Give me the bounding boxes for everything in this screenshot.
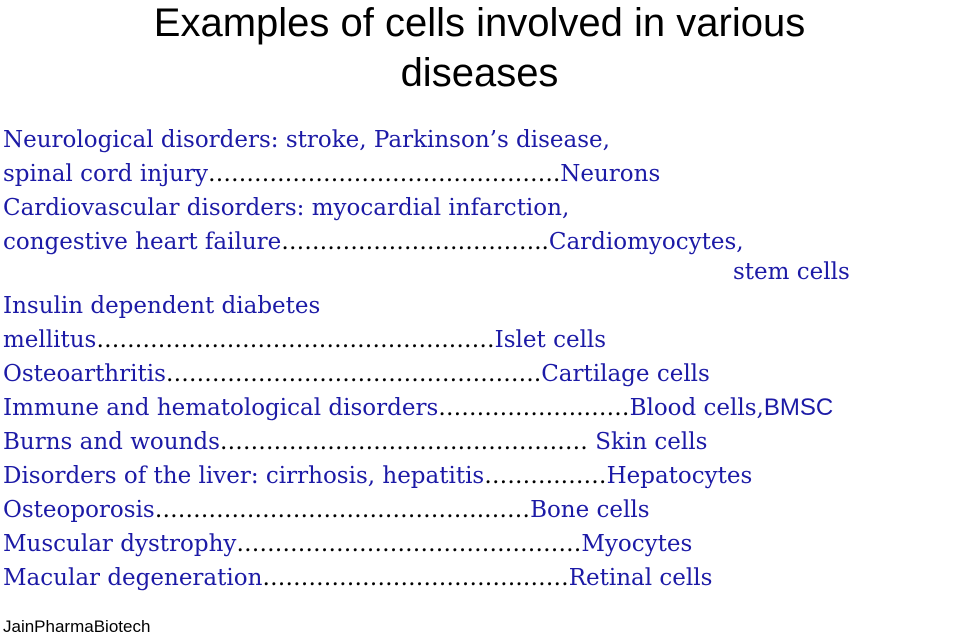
diabetes-disease-name: mellitus: [3, 327, 97, 353]
osteoporosis-row: [3, 493, 650, 527]
macular-disease-name: Macular degeneration: [3, 565, 263, 591]
liver-dots: ……….……: [484, 463, 607, 489]
osteoarthritis-cells: Cartilage cells: [541, 361, 710, 387]
neuro-disease-line1: Neurological disorders: stroke, Parkinson’s disease,: [3, 127, 610, 153]
slide-title-line2: diseases: [400, 51, 559, 95]
immune-row: [3, 391, 833, 425]
neuro-disease-line2: [3, 157, 660, 191]
cardio-disease-line2: [3, 225, 744, 259]
cardio-disease-line1: Cardiovascular disorders: myocardial infarction,: [3, 195, 570, 221]
muscular-cells: Myocytes: [581, 531, 693, 557]
burns-row: [3, 425, 707, 459]
osteoarthritis-row: [3, 357, 710, 391]
neuro-dots: ……………………………………….: [207, 161, 561, 187]
burns-dots: …………………………………………: [219, 429, 588, 455]
burns-disease-name: Burns and wounds: [3, 429, 220, 455]
diabetes-dots: ……………………………………….……: [96, 327, 495, 353]
muscular-row: [3, 527, 692, 561]
immune-disease-name: Immune and hematological disorders: [3, 395, 439, 421]
diabetes-disease-line1: Insulin dependent diabetes: [3, 293, 321, 319]
diabetes-cells: Islet cells: [494, 327, 607, 353]
osteoporosis-cells: Bone cells: [530, 497, 650, 523]
cardio-cells-line2: stem cells: [733, 259, 850, 285]
osteoporosis-dots: …………………………………….……: [154, 497, 531, 523]
macular-cells: Retinal cells: [568, 565, 713, 591]
muscular-dots: ………………………………………: [236, 531, 582, 557]
burns-cells: Skin cells: [595, 429, 708, 455]
osteoarthritis-disease-name: Osteoarthritis: [3, 361, 166, 387]
immune-dots: ……………….……: [438, 395, 630, 421]
cardio-cells: Cardiomyocytes,: [548, 229, 744, 255]
liver-cells: Hepatocytes: [606, 463, 753, 489]
cardio-disease-name: congestive heart failure: [3, 229, 282, 255]
liver-row: [3, 459, 752, 493]
footer-credit: JainPharmaBiotech: [3, 617, 151, 636]
slide-title-line1: Examples of cells involved in various: [153, 1, 806, 45]
osteoarthritis-dots: ………………………………………….: [165, 361, 542, 387]
neuro-disease-name: spinal cord injury: [3, 161, 208, 187]
macular-dots: …………………………….……: [262, 565, 569, 591]
liver-disease-name: Disorders of the liver: cirrhosis, hepatitis: [3, 463, 485, 489]
diabetes-disease-line2: [3, 323, 606, 357]
osteoporosis-disease-name: Osteoporosis: [3, 497, 155, 523]
immune-cells: Blood cells,: [629, 395, 764, 421]
muscular-disease-name: Muscular dystrophy: [3, 531, 237, 557]
macular-row: [3, 561, 712, 595]
neuro-cells: Neurons: [560, 161, 661, 187]
immune-cells-bmsc: BMSC: [763, 394, 834, 421]
cardio-dots: ……………………………..: [281, 229, 549, 255]
